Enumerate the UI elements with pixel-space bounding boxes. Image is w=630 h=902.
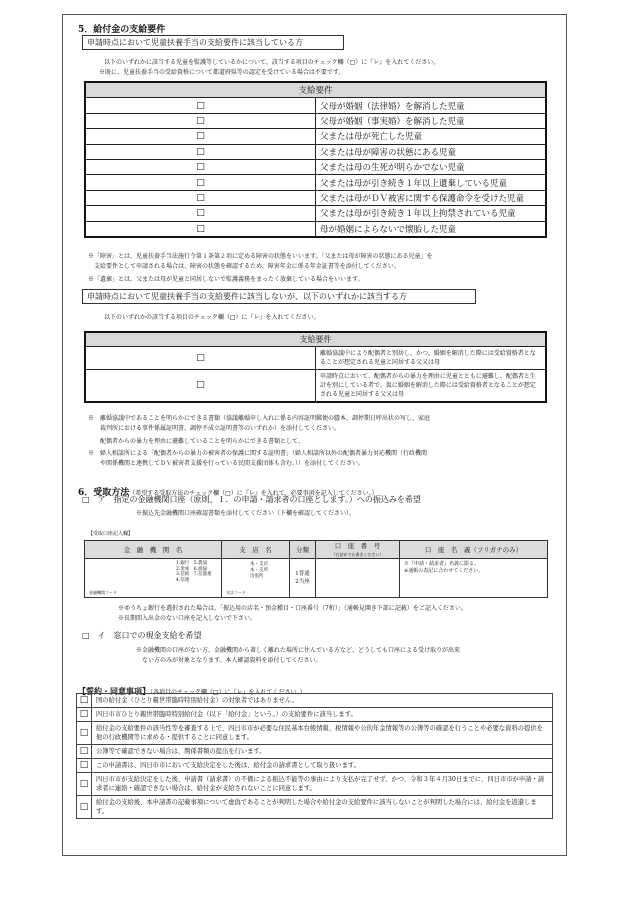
branch-type-options: 本・支店 本・支所 出張所	[250, 562, 268, 579]
section5-foot2: ※「遺棄」とは、父または母が児童と同居しないで監護義務をまったく放棄している場合をいいます。	[88, 276, 364, 283]
requirement-label: 父または母が引き続き１年以上拘禁されている児童	[316, 206, 547, 221]
section5-box1: 申請時点において児童扶養手当の支給要件に該当している方	[82, 35, 344, 50]
agreement-title-note: （各項目のチェック欄（□）に『レ』を入れてください。）	[150, 689, 306, 696]
option-a-bank-transfer[interactable]: □ ア 指定の金融機関口座（原則、１．の申請・請求者の口座とします。）への振込みを希望	[82, 495, 421, 504]
requirement-label: 父または母が死亡した児童	[316, 129, 547, 144]
agreement-item: この申請書は、四日市市において支給決定をした後は、給付金の請求書として取り扱います。	[92, 759, 553, 773]
requirements2-table	[84, 331, 547, 403]
bank-note1: ※ゆうちょ銀行を選択された場合は、「振込用の店名・預金種目・口座番号（7桁）」（通帳見開き下部に記載）をご記入ください。	[118, 605, 467, 612]
requirement-row	[85, 206, 546, 221]
requirements-header: 支給要件	[85, 82, 546, 98]
section5-box2: 申請時点において児童扶養手当の支給要件に該当しないが、以下のいずれかに該当する方	[82, 289, 476, 304]
requirement-checkbox[interactable]: □	[85, 144, 316, 159]
requirement-checkbox[interactable]: □	[85, 190, 316, 205]
requirement-row	[85, 98, 546, 113]
agreement-checkbox[interactable]: □	[77, 745, 92, 759]
requirement-checkbox[interactable]: □	[85, 113, 316, 128]
requirement-checkbox[interactable]: □	[85, 98, 316, 113]
section5-title: 5．給付金の支給要件	[78, 25, 166, 35]
bank-name-cell[interactable]	[85, 559, 222, 598]
account-number-header	[316, 541, 400, 559]
agreement-checkbox[interactable]: □	[77, 759, 92, 773]
agreement-item: 公簿等で確認できない場合は、関係書類の提出を行います。	[92, 745, 553, 759]
requirement-row	[85, 113, 546, 128]
requirement-label: 離婚協議中により配偶者と別居し、かつ、婚姻を解消した際には受給資格者となることが想定される児童と同居する父又は母	[316, 347, 547, 370]
section5-foot1a: ※「障害」とは、児童扶養手当法施行令第１条第２項に定める障害の状態をいいます。「父または母が障害の状態にある児童」を	[88, 253, 433, 260]
requirement-label: 父母が婚姻（法律婚）を解消した児童	[316, 98, 547, 113]
option-a-note: ※振込先金融機関口座確認書類を添付してください（下欄を確認してください）。	[136, 510, 356, 517]
requirement-label: 申請時点において、配偶者からの暴力を理由に児童とともに避難し、配偶者と生計を別にしている者で、仮に婚姻を解消した際には受給資格者となることが想定される児童と同居する父又は母	[316, 370, 547, 403]
section5-foot3c: 配偶者からの暴力を理由に避難していることを明らかにできる書類として、	[88, 438, 304, 445]
agreement-row	[77, 773, 553, 796]
requirements-table	[84, 81, 547, 238]
agreement-row	[77, 694, 553, 708]
option-b-note2: ない方のみが対象となります。本人確認資料を添付してください。	[136, 657, 322, 664]
agreement-item: 給付金の支給後、本申請書の記載事項について虚偽であることが判明した場合や給付金の支給要件に該当しないことが判明した場合には、給付金を返還します。	[92, 796, 553, 819]
bank-code-label: 金融機関コード	[89, 590, 117, 595]
requirement-row	[85, 175, 546, 190]
requirement-checkbox[interactable]: □	[85, 347, 316, 370]
agreement-item: 給付金の支給要件の該当性等を審査する上で、四日市市が必要な住民基本台帳情報、税情報や公的年金情報等の公簿等の確認を行うことや必要な資料の提供を他の行政機関等に求める・提供することに同意します。	[92, 722, 553, 745]
section6-title-note: （希望する受取方法のチェック欄（□）に『レ』を入れて、必要事項を記入してください。）	[129, 490, 378, 497]
requirement-label: 母が婚姻によらないで懐胎した児童	[316, 221, 547, 237]
agreement-item: 四日市市ひとり親世帯臨時特別給付金（以下「給付金」という。）の支給要件に該当します。	[92, 708, 553, 722]
section5-note2: ※既に、児童扶養手当の受給資格について都道府県等の認定を受けている場合は不要です。	[99, 69, 345, 76]
requirement-label: 父または母の生死が明らかでない児童	[316, 159, 547, 174]
requirement-row	[85, 370, 546, 403]
section5-foot3b: 裁判所における事件係属証明書、調停不成立証明書等のいずれか）を添付してください。	[88, 425, 341, 432]
agreement-checkbox[interactable]: □	[77, 796, 92, 819]
bank-account-table	[84, 540, 548, 598]
agreement-row	[77, 796, 553, 819]
agreement-row	[77, 708, 553, 722]
section5-foot1b: 支給要件として申請される場合は、障害の状態を確認するため、障害年金に係る年金証書等を添付してください。	[88, 263, 400, 270]
agreement-checkbox[interactable]: □	[77, 773, 92, 796]
section6-title: 6．受取方法	[78, 488, 130, 498]
agreement-checkbox[interactable]: □	[77, 708, 92, 722]
requirement-checkbox[interactable]: □	[85, 221, 316, 237]
account-number-cell[interactable]	[316, 559, 400, 598]
section5-foot4b: や関係機関と連携してＤＶ被害者支援を行っている民間支援団体も含む。））を添付してください。	[88, 460, 365, 467]
requirement-checkbox[interactable]: □	[85, 129, 316, 144]
requirement-row	[85, 144, 546, 159]
requirement-label: 父または母が引き続き１年以上遺棄している児童	[316, 175, 547, 190]
agreement-title: 【誓約・同意事項】	[78, 686, 150, 696]
requirement-label: 父または母がＤＶ被害に関する保護命令を受けた児童	[316, 190, 547, 205]
bank-section-label: 【受取口座記入欄】	[88, 531, 134, 537]
requirements2-header: 支給要件	[85, 332, 546, 347]
agreement-table	[76, 693, 553, 819]
requirement-row	[85, 221, 546, 237]
account-number-sub: （右詰めでお書きください）	[331, 552, 384, 557]
requirement-row	[85, 190, 546, 205]
bank-note2: ※長期間入出金のない口座を記入しないで下さい。	[118, 615, 257, 622]
agreement-row	[77, 759, 553, 773]
option-b-cash[interactable]: □ イ 窓口での現金支給を希望	[82, 631, 202, 640]
requirement-label: 父または母が障害の状態にある児童	[316, 144, 547, 159]
account-holder-note: ※『申請・請求者』名義に限る。 ※通帳の表記に合わせてください。	[404, 561, 484, 574]
agreement-checkbox[interactable]: □	[77, 694, 92, 708]
agreement-checkbox[interactable]: □	[77, 722, 92, 745]
requirement-checkbox[interactable]: □	[85, 175, 316, 190]
requirement-checkbox[interactable]: □	[85, 206, 316, 221]
requirement-row	[85, 347, 546, 370]
account-type-options[interactable]: 1普通 2当座	[290, 559, 316, 598]
account-type-header: 分類	[290, 541, 316, 559]
agreement-row	[77, 722, 553, 745]
branch-name-cell[interactable]	[222, 559, 290, 598]
bank-type-options: 1.銀行 5.農協 2.金庫 6.漁協 3.信組 7.信漁連 4.信連	[176, 561, 212, 583]
section5-foot4a: ※ 婦人相談所による「配偶者からの暴力の被害者の保護に関する証明書」（婦人相談所以外の配偶者暴力対応機関（行政機関	[88, 450, 428, 457]
branch-name-header: 支 店 名	[222, 541, 290, 559]
account-holder-header: 口 座 名 義（フリガナのみ）	[400, 541, 548, 559]
requirement-row	[85, 129, 546, 144]
account-holder-cell[interactable]	[400, 559, 548, 598]
agreement-item: 国の給付金（ひとり親世帯臨時特別給付金）の対象者ではありません。	[92, 694, 553, 708]
requirement-checkbox[interactable]: □	[85, 370, 316, 403]
requirement-checkbox[interactable]: □	[85, 159, 316, 174]
section5-foot3a: ※ 離婚協議中であることを明らかにできる書類（協議離婚申し入れに係る内容証明郵便の謄本、調停期日呼出状の写し、家庭	[88, 415, 431, 422]
requirement-row	[85, 159, 546, 174]
agreement-row	[77, 745, 553, 759]
option-b-note1: ※金融機関の口座がない方、金融機関から著しく離れた場所に住んでいる方など、どうしても口座による受け取りが出来	[136, 647, 461, 654]
agreement-item: 四日市市が支給決定をした後、申請書（請求書）の不備による振込不能等の事由により支払が完了せず、かつ、令和３年４月30日までに、四日市市が申請・請求者に連絡・確認できない場合は、給付金が支給されないことに同意します。	[92, 773, 553, 796]
branch-code-label: 支店コード	[226, 590, 246, 595]
account-number-label: 口 座 番 号	[334, 542, 381, 550]
section5-note3: 以下のいずれかの該当する項目のチェック欄（□）に『レ』を入れてください。	[104, 314, 320, 321]
bank-name-header: 金 融 機 関 名	[85, 541, 222, 559]
section5-note1: 以下のいずれかに該当する児童を監護等しているかについて、該当する項目のチェック欄（□）に『レ』を入れてください。	[104, 59, 440, 66]
requirement-label: 父母が婚姻（事実婚）を解消した児童	[316, 113, 547, 128]
